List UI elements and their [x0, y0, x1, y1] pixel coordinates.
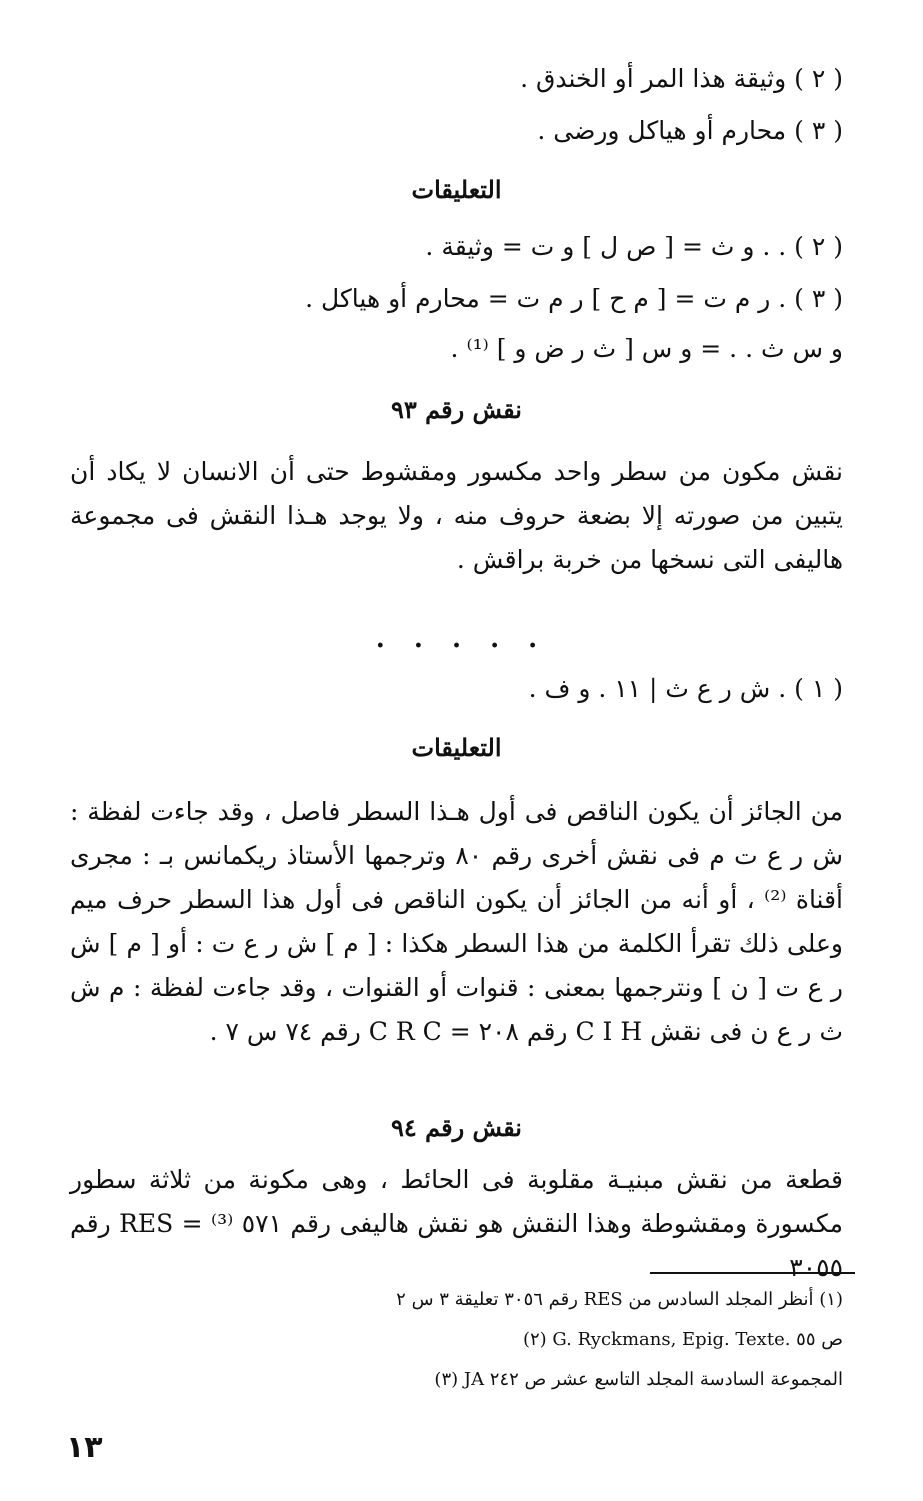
- inscription-93-paragraph: نقش مكون من سطر واحد مكسور ومقشوط حتى أن الانسان لا يكاد أن يتبين من صورته إلا بضعة حروف منه ، ولا يوجد هـذا النقش فى مجموعة هاليفى التى نسخها من خربة براقش .: [70, 457, 843, 574]
- text-line: ( ٣ ) محارم أو هياكل ورضى .: [537, 116, 843, 145]
- footnote: (٣) JA المجموعة السادسة المجلد التاسع عشر ص ٢٤٢: [434, 1369, 843, 1390]
- comments-heading: التعليقات: [411, 175, 502, 204]
- text-line: و س ث . . = و س [ ث ر ض و ] ⁽¹⁾ .: [450, 334, 843, 363]
- footnote-divider: [650, 1272, 855, 1274]
- ellipsis-dots: . . . . .: [375, 624, 548, 654]
- text-line: ( ٢ ) . . و ث = [ ص ل ] و ت = وثيقة .: [425, 232, 843, 261]
- text-line: ( ٢ ) وثيقة هذا المر أو الخندق .: [520, 64, 843, 93]
- footnote: (٢) G. Ryckmans, Epig. Texte. ص ٥٥: [522, 1329, 843, 1350]
- page-number: ١٣: [66, 1430, 103, 1465]
- footnote: (١) أنظر المجلد السادس من RES رقم ٣٠٥٦ تعليقة ٣ س ٢: [396, 1289, 843, 1310]
- inscription-94-heading: نقش رقم ٩٤: [391, 1113, 522, 1142]
- inscription-93-heading: نقش رقم ٩٣: [391, 395, 522, 424]
- comments-heading: التعليقات: [411, 733, 502, 762]
- inscription-93-line: ( ١ ) . ش ر ع ث | ١١ . و ف .: [528, 674, 843, 703]
- inscription-93-comments: من الجائز أن يكون الناقص فى أول هـذا السطر فاصل ، وقد جاءت لفظة : ش ر ع ت م فى نقش أخرى رقم ٨٠ وترجمها الأستاذ ريكمانس بـ : مجرى أقناة ⁽²⁾ ، أو أنه من الجائز أن يكون الناقص فى أول هذا السطر حرف ميم وعلى ذلك تقرأ الكلمة من هذا السطر هكذا : [ م ] ش ر ع ت : أو [ م ] ش ر ع ت [ ن ] ونترجمها بمعنى : قنوات أو القنوات ، وقد جاءت لفظة : م ش ث ر ع ن فى نقش C I H رقم ٢٠٨ = C R C رقم ٧٤ س ٧ .: [70, 797, 843, 1046]
- text-line: ( ٣ ) . ر م ت = [ م ح ] ر م ت = محارم أو هياكل .: [305, 284, 843, 313]
- inscription-94-paragraph: قطعة من نقش مبنيـة مقلوبة فى الحائط ، وهى مكونة من ثلاثة سطور مكسورة ومقشوطة وهذا النقش هو نقش هاليفى رقم ٥٧١ ⁽³⁾ = RES رقم ٣٠٥٥: [70, 1165, 844, 1282]
